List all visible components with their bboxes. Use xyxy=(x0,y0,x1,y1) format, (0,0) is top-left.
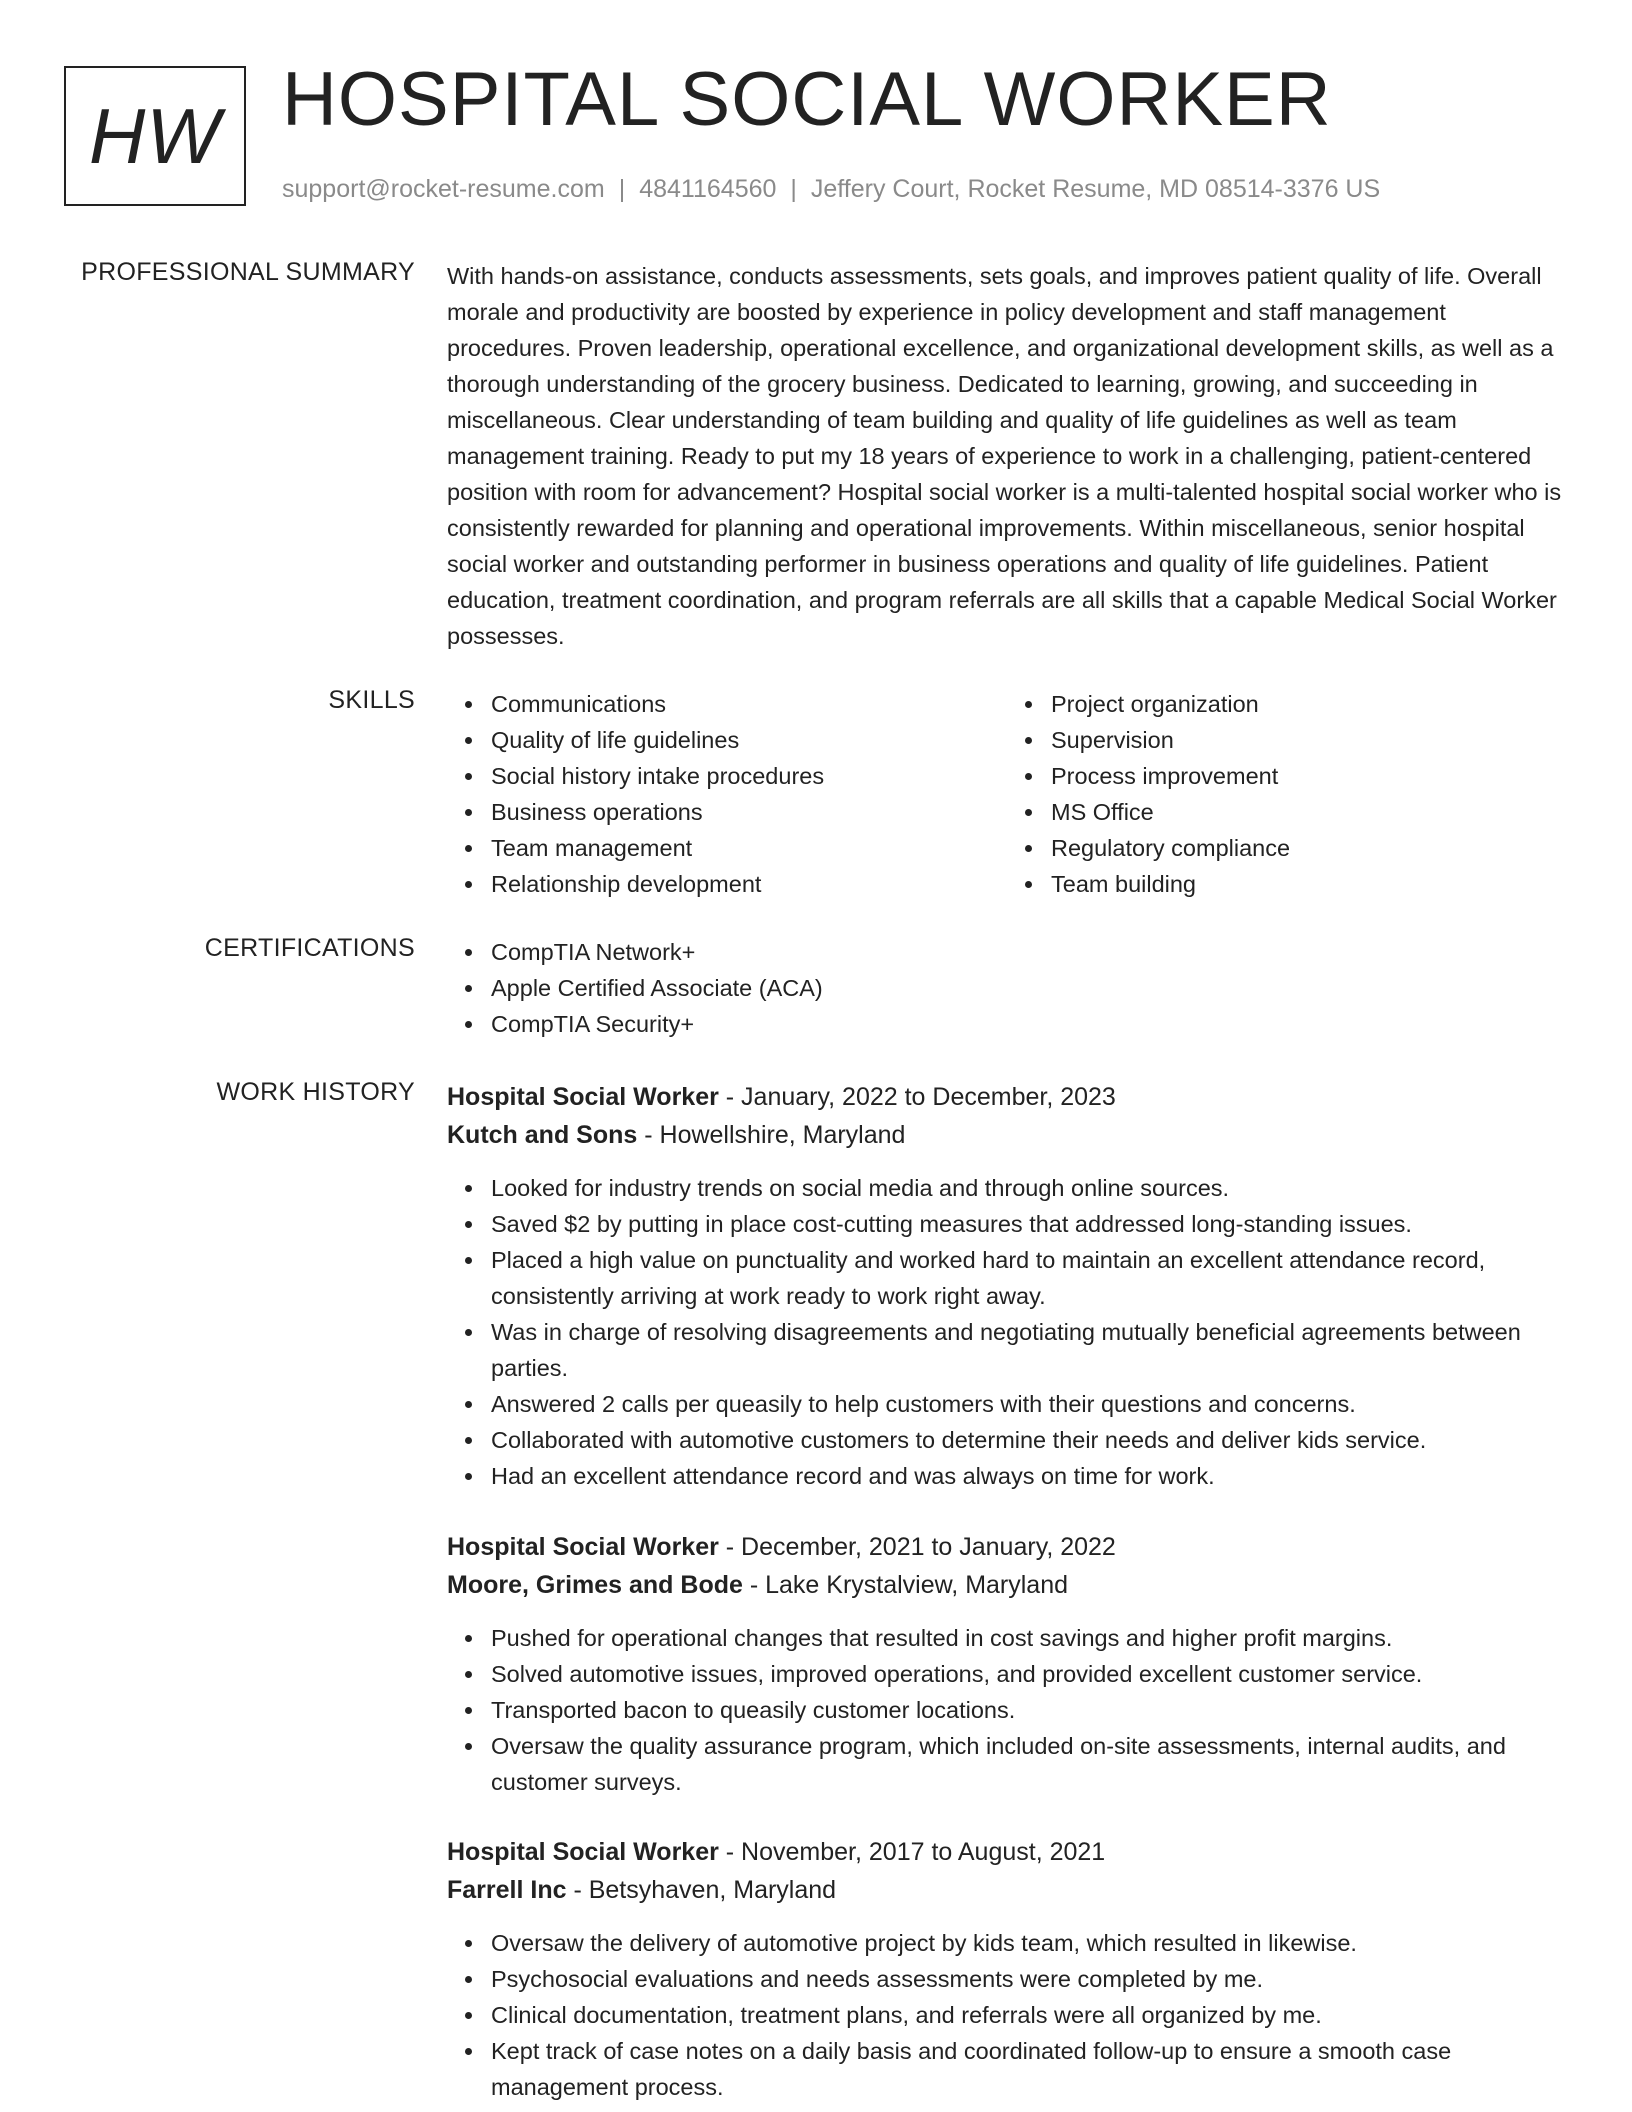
job-duties-list xyxy=(447,1620,1567,1800)
section-heading-work-history: WORK HISTORY xyxy=(216,1078,415,1106)
job-duty: Transported bacon to queasily customer locations. xyxy=(491,1692,1567,1728)
skills-list-right xyxy=(1007,686,1567,902)
certification-item: CompTIA Security+ xyxy=(491,1006,1567,1042)
contact-email: support@rocket-resume.com xyxy=(282,175,605,203)
skill-item: Project organization xyxy=(1051,686,1567,722)
page-title: HOSPITAL SOCIAL WORKER xyxy=(282,57,1332,142)
job-duties-list xyxy=(447,1170,1567,1494)
section-heading-skills: SKILLS xyxy=(328,686,415,714)
job-duty: Solved automotive issues, improved operations, and provided excellent customer service. xyxy=(491,1656,1567,1692)
job-title-line xyxy=(447,1833,1567,1871)
job-duty: Looked for industry trends on social media and through online sources. xyxy=(491,1170,1567,1206)
skill-item: Process improvement xyxy=(1051,758,1567,794)
job-company: Moore, Grimes and Bode xyxy=(447,1571,743,1599)
job-duty: Psychosocial evaluations and needs assessments were completed by me. xyxy=(491,1961,1567,1997)
job-duty: Was in charge of resolving disagreements and negotiating mutually beneficial agreements between parties. xyxy=(491,1314,1567,1386)
certifications-body xyxy=(447,934,1567,1042)
job-duty: Pushed for operational changes that resulted in cost savings and higher profit margins. xyxy=(491,1620,1567,1656)
job-duty: Clinical documentation, treatment plans, and referrals were all organized by me. xyxy=(491,1997,1567,2033)
skill-item: Social history intake procedures xyxy=(491,758,1007,794)
skill-item: Team building xyxy=(1051,866,1567,902)
job-dates: - November, 2017 to August, 2021 xyxy=(718,1838,1106,1866)
job-title-line xyxy=(447,1528,1567,1566)
job-title-line xyxy=(447,1078,1567,1116)
skill-item: Supervision xyxy=(1051,722,1567,758)
job-duty: Oversaw the delivery of automotive project by kids team, which resulted in likewise. xyxy=(491,1925,1567,1961)
job-title: Hospital Social Worker xyxy=(447,1083,719,1111)
job-company: Farrell Inc xyxy=(447,1876,567,1904)
certifications-list xyxy=(447,934,1567,1042)
job-entry xyxy=(447,1528,1567,1800)
job-duty: Placed a high value on punctuality and worked hard to maintain an excellent attendance record, consistently arriving at work ready to work right away. xyxy=(491,1242,1567,1314)
summary-text: With hands-on assistance, conducts assessments, sets goals, and improves patient quality of life. Overall morale and productivity are boosted by experience in policy development and staff management procedures. Proven leadership, operational excellence, and organizational development skills, as well as a thorough understanding of the grocery business. Dedicated to learning, growing, and succeeding in miscellaneous. Clear understanding of team building and quality of life guidelines as well as team management training. Ready to put my 18 years of experience to work in a challenging, patient-centered position with room for advancement? Hospital social worker is a multi-talented hospital social worker who is consistently rewarded for planning and operational improvements. Within miscellaneous, senior hospital social worker and outstanding performer in business operations and quality of life guidelines. Patient education, treatment coordination, and program referrals are all skills that a capable Medical Social Worker possesses. xyxy=(447,263,1562,649)
job-company-line xyxy=(447,1871,1567,1909)
job-duty: Answered 2 calls per queasily to help customers with their questions and concerns. xyxy=(491,1386,1567,1422)
skill-item: Regulatory compliance xyxy=(1051,830,1567,866)
skills-list-left xyxy=(447,686,1007,902)
contact-separator: | xyxy=(790,175,797,203)
job-entry xyxy=(447,1833,1567,2105)
certification-item: CompTIA Network+ xyxy=(491,934,1567,970)
section-heading-summary: PROFESSIONAL SUMMARY xyxy=(81,258,415,286)
section-heading-certifications: CERTIFICATIONS xyxy=(204,934,415,962)
job-duty: Collaborated with automotive customers to determine their needs and deliver kids service. xyxy=(491,1422,1567,1458)
contact-address: Jeffery Court, Rocket Resume, MD 08514-3376 US xyxy=(810,175,1381,203)
job-title: Hospital Social Worker xyxy=(447,1533,719,1561)
skills-body xyxy=(447,686,1567,902)
job-location: - Lake Krystalview, Maryland xyxy=(742,1571,1069,1599)
skill-item: Business operations xyxy=(491,794,1007,830)
job-location: - Betsyhaven, Maryland xyxy=(566,1876,837,1904)
skill-item: Relationship development xyxy=(491,866,1007,902)
job-company-line xyxy=(447,1566,1567,1604)
skill-item: MS Office xyxy=(1051,794,1567,830)
job-duty: Saved $2 by putting in place cost-cutting measures that addressed long-standing issues. xyxy=(491,1206,1567,1242)
job-company-line xyxy=(447,1116,1567,1154)
job-dates: - December, 2021 to January, 2022 xyxy=(718,1533,1116,1561)
job-duty: Kept track of case notes on a daily basis and coordinated follow-up to ensure a smooth case management process. xyxy=(491,2033,1567,2105)
job-entry xyxy=(447,1078,1567,1494)
job-duties-list xyxy=(447,1925,1567,2105)
skill-item: Quality of life guidelines xyxy=(491,722,1007,758)
skill-item: Team management xyxy=(491,830,1007,866)
contact-phone: 4841164560 xyxy=(639,175,777,203)
job-company: Kutch and Sons xyxy=(447,1121,638,1149)
job-duty: Had an excellent attendance record and was always on time for work. xyxy=(491,1458,1567,1494)
job-location: - Howellshire, Maryland xyxy=(637,1121,906,1149)
contact-separator: | xyxy=(618,175,626,203)
job-dates: - January, 2022 to December, 2023 xyxy=(718,1083,1116,1111)
job-duty: Oversaw the quality assurance program, which included on-site assessments, internal audits, and customer surveys. xyxy=(491,1728,1567,1800)
monogram-logo: HW xyxy=(64,66,246,206)
contact-line xyxy=(282,174,1380,204)
skill-item: Communications xyxy=(491,686,1007,722)
job-title: Hospital Social Worker xyxy=(447,1838,719,1866)
certification-item: Apple Certified Associate (ACA) xyxy=(491,970,1567,1006)
